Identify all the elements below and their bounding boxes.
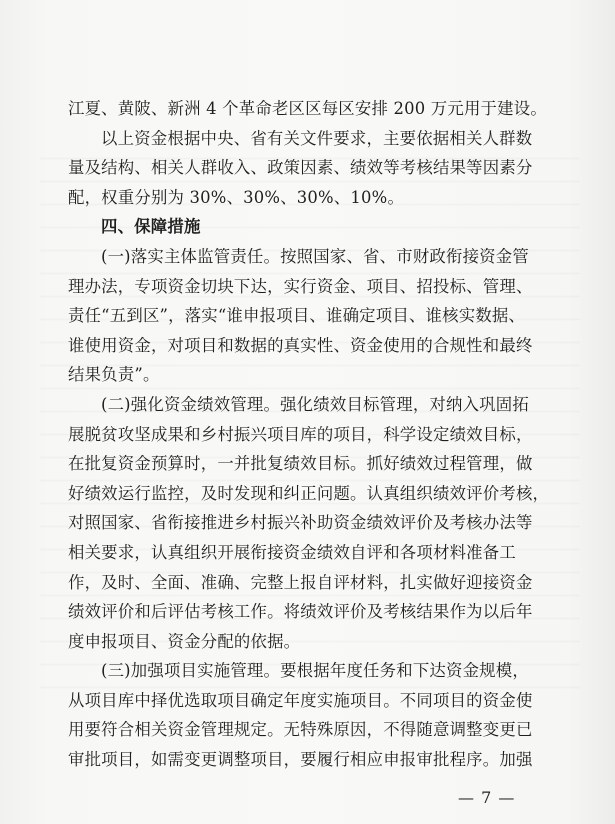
text-line: 绩效评价和后评估考核工作。将绩效评价及考核结果作为以后年: [68, 602, 533, 622]
text-line: 相关要求，认真组织开展衔接资金绩效自评和各项材料准备工: [68, 542, 516, 562]
page-number: — 7 —: [458, 788, 516, 807]
text-line: 好绩效运行监控，及时发现和纠正问题。认真组织绩效评价考核，: [68, 483, 550, 503]
text-line: 作，及时、全面、准确、完整上报自评材料，扎实做好迎接资金: [68, 572, 533, 592]
paragraph-start: (三)加强项目实施管理。要根据年度任务和下达资金规模，: [101, 661, 529, 681]
text-line: 对照国家、省衔接推进乡村振兴补助资金绩效评价及考核办法等: [68, 513, 533, 533]
paragraph-start: (二)强化资金绩效管理。强化绩效目标管理，对纳入巩固拓: [101, 394, 529, 414]
text-line: 审批项目，如需变更调整项目，要履行相应申报审批程序。加强: [68, 750, 533, 770]
text-line: 用要符合相关资金管理规定。无特殊原因，不得随意调整变更已: [68, 720, 533, 740]
paragraph-start: (一)落实主体监管责任。按照国家、省、市财政衔接资金管: [101, 246, 529, 266]
text-line: 理办法，专项资金切块下达，实行资金、项目、招投标、管理、: [68, 276, 533, 296]
text-line: 谁使用资金，对项目和数据的真实性、资金使用的合规性和最终: [68, 335, 533, 355]
document-body: [68, 94, 558, 775]
text-line: 江夏、黄陂、新洲 4 个革命老区区每区安排 200 万元用于建设。: [68, 99, 547, 118]
text-line: 在批复资金预算时，一并批复绩效目标。抓好绩效过程管理，做: [68, 454, 533, 474]
text-line: 度申报项目、资金分配的依据。: [68, 631, 301, 651]
text-line: 责任“五到区”，落实“谁申报项目、谁确定项目、谁核实数据、: [68, 306, 526, 326]
text-line: 量及结构、相关人群收入、政策因素、绩效等考核结果等因素分: [68, 158, 533, 178]
text-line: 配，权重分别为 30%、30%、30%、10%。: [68, 187, 405, 207]
text-line: 从项目库中择优选取项目确定年度实施项目。不同项目的资金使: [68, 690, 533, 710]
section-heading: 四、保障措施: [101, 217, 201, 237]
text-line: 结果负责”。: [68, 365, 160, 385]
text-line: 展脱贫攻坚成果和乡村振兴项目库的项目，科学设定绩效目标，: [68, 424, 533, 444]
paragraph-start: 以上资金根据中央、省有关文件要求，主要依据相关人群数: [101, 128, 533, 148]
